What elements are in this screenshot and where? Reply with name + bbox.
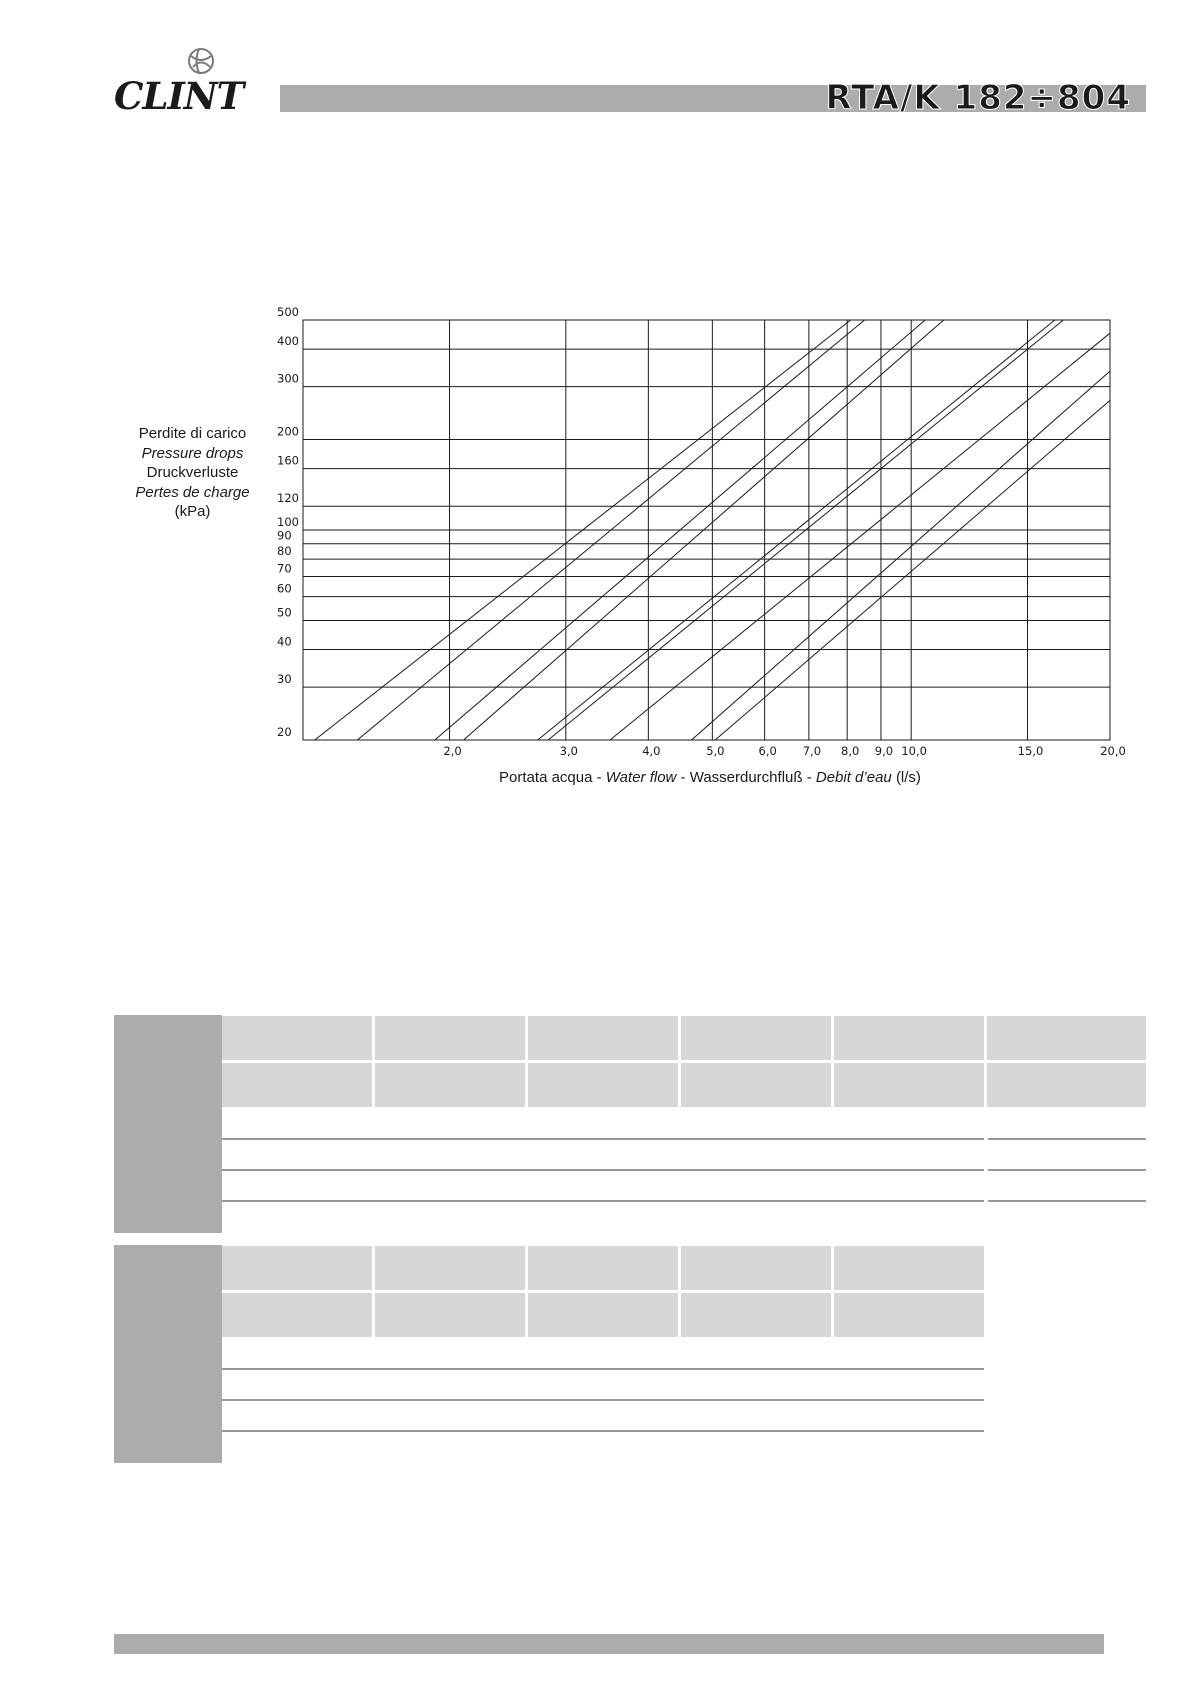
x-label-de: Wasserdurchfluß — [689, 769, 803, 786]
x-label-it: Portata acqua — [499, 769, 593, 786]
footer-bar — [114, 1634, 1104, 1654]
table-2-header-row-1 — [222, 1246, 984, 1290]
series-line-curve-7 — [610, 333, 1110, 740]
model-title: RTA/K 182÷804 — [825, 78, 1131, 118]
x-tick-label-8: 10,0 — [901, 744, 927, 758]
y-label-unit: (kPa) — [174, 503, 211, 520]
x-tick-label-10: 20,0 — [1100, 744, 1126, 758]
y-tick-label-30: 30 — [277, 672, 292, 687]
data-table-2 — [114, 1245, 1146, 1463]
y-label-de: Druckverluste — [146, 464, 239, 481]
pressure-drop-chart — [0, 0, 1191, 800]
x-tick-label-4: 6,0 — [758, 744, 777, 758]
y-tick-label-90: 90 — [277, 528, 292, 543]
y-label-fr: Pertes de charge — [135, 483, 250, 501]
x-tick-label-1: 3,0 — [559, 744, 578, 758]
y-tick-label-70: 70 — [277, 561, 292, 576]
table-1-header-row-2 — [222, 1063, 1146, 1107]
x-tick-label-7: 9,0 — [874, 744, 894, 758]
y-tick-label-300: 300 — [277, 371, 299, 386]
table-1-header-row-1 — [222, 1016, 1146, 1060]
brand-name: CLINT — [114, 74, 244, 118]
y-label-en: Pressure drops — [141, 444, 244, 462]
y-tick-label-200: 200 — [277, 424, 299, 439]
y-tick-label-400: 400 — [277, 334, 299, 349]
x-label-sep-1: - — [592, 769, 606, 786]
y-tick-label-50: 50 — [277, 605, 292, 620]
x-tick-label-6: 8,0 — [841, 744, 860, 758]
y-label-it: Perdite di carico — [138, 425, 247, 442]
x-label-unit: (l/s) — [895, 769, 921, 786]
y-tick-label-120: 120 — [277, 491, 299, 506]
x-label-sep-2: - — [676, 769, 690, 786]
y-tick-label-80: 80 — [277, 544, 292, 559]
y-tick-label-160: 160 — [277, 453, 299, 468]
x-label-sep-3: - — [802, 769, 816, 786]
y-tick-label-60: 60 — [277, 581, 292, 596]
x-tick-label-5: 7,0 — [802, 744, 822, 758]
table-1-row-lines — [222, 1139, 1146, 1201]
y-tick-label-500: 500 — [277, 305, 299, 319]
x-tick-label-3: 5,0 — [706, 744, 725, 758]
x-label-en: Water flow — [605, 769, 677, 786]
series-line-curve-9 — [715, 400, 1110, 740]
y-tick-label-20: 20 — [277, 725, 292, 739]
x-tick-label-9: 15,0 — [1017, 744, 1044, 758]
series-line-curve-8 — [692, 371, 1111, 740]
table-2-header-row-2 — [222, 1293, 984, 1337]
y-tick-label-100: 100 — [277, 515, 299, 529]
y-tick-label-40: 40 — [277, 634, 292, 649]
data-table-1 — [114, 1015, 1146, 1233]
x-tick-label-2: 4,0 — [642, 744, 661, 758]
table-1-side-header — [114, 1015, 222, 1233]
x-axis-label — [300, 769, 1120, 786]
table-2-side-header — [114, 1245, 222, 1463]
x-label-fr: Debit d’eau — [815, 769, 892, 786]
x-tick-label-0: 2,0 — [443, 744, 462, 758]
table-2-row-lines — [222, 1369, 984, 1431]
